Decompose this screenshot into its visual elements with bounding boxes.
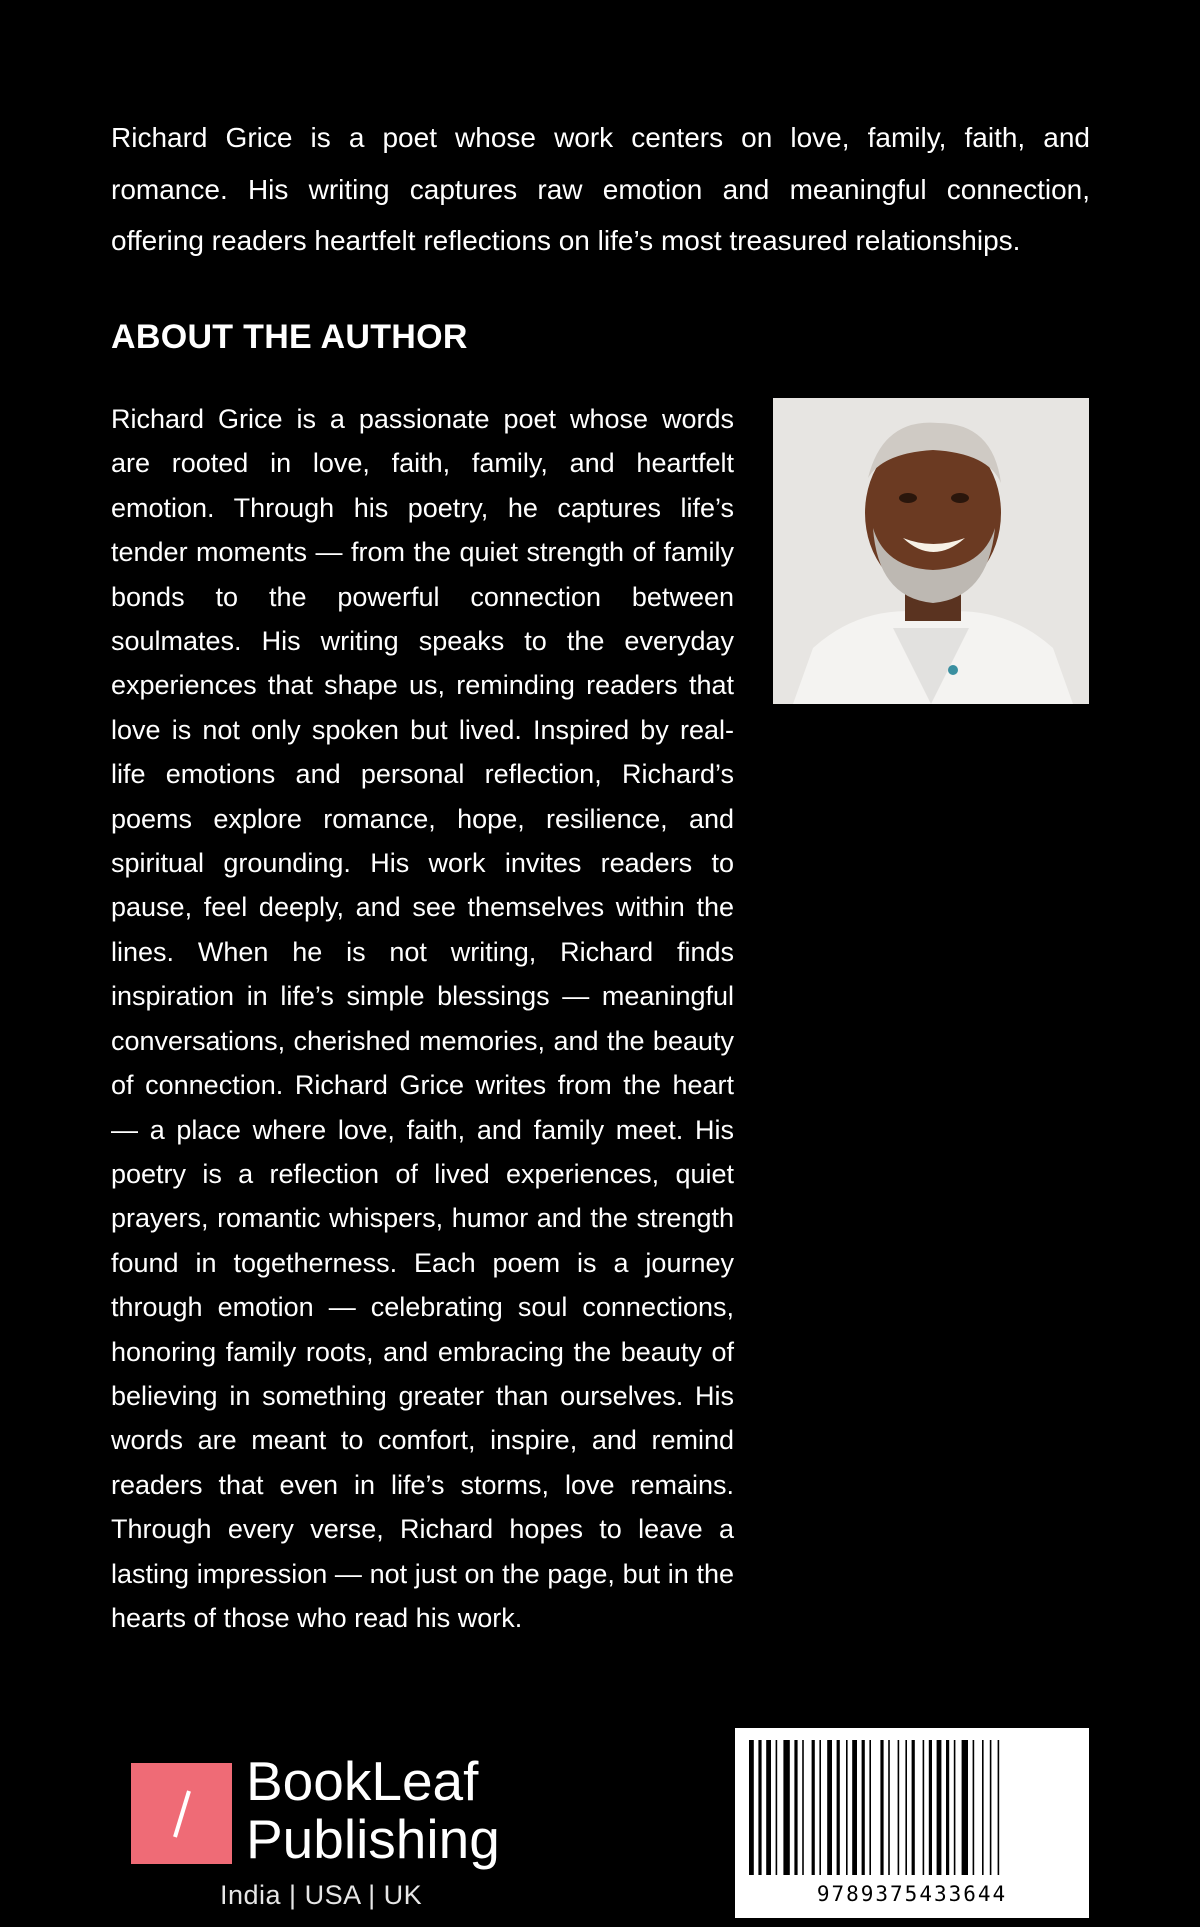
publisher-logo-icon [131, 1763, 232, 1864]
author-bio: Richard Grice is a passionate poet whose words are rooted in love, faith, family, and heartfelt emotion. Through his poetry, he captures life’s tender moments — from the quiet strength of family bonds to the powerful connection between soulmates. His writing speaks to the everyday experiences that shape us, reminding readers that love is not only spoken but lived. Inspired by real-life emotions and personal reflection, Richard’s poems explore romance, hope, resilience, and spiritual grounding. His work invites readers to pause, feel deeply, and see themselves within the lines. When he is not writing, Richard finds inspiration in life’s simple blessings — meaningful conversations, cherished memories, and the beauty of connection. Richard Grice writes from the heart — a place where love, faith, and family meet. His poetry is a reflection of lived experiences, quiet prayers, romantic whispers, humor and the strength found in togetherness. Each poem is a journey through emotion — celebrating soul connections, honoring family roots, and embracing the beauty of believing in something greater than ourselves. His words are meant to comfort, inspire, and remind readers that even in life’s storms, love remains. Through every verse, Richard hopes to leave a lasting impression — not just on the page, but in the hearts of those who read his work. [111, 404, 734, 1633]
barcode-bar [998, 1740, 1000, 1875]
isbn-number: 9789375433644 [816, 1882, 1008, 1906]
barcode-bar [776, 1740, 778, 1875]
barcode-bar [954, 1740, 956, 1875]
barcode-bar [837, 1740, 840, 1875]
barcode-bar [973, 1740, 975, 1875]
barcode-bar [982, 1740, 984, 1875]
barcode-bar [812, 1740, 815, 1875]
barcode-bar [794, 1740, 797, 1875]
barcode-bar [880, 1740, 883, 1875]
cover-blurb: Richard Grice is a poet whose work centers on love, family, faith, and romance. His writing captures raw emotion and meaningful connection, offering readers heartfelt reflections on life’s most treasured relationships. [111, 122, 1090, 256]
barcode-bar [766, 1740, 771, 1875]
barcode-bar [962, 1740, 968, 1875]
publisher-name-line2: Publishing [246, 1808, 500, 1870]
publisher-name [246, 1752, 500, 1868]
barcode-bar [852, 1740, 857, 1875]
barcode-bar [937, 1740, 942, 1875]
barcode-bar [758, 1740, 761, 1875]
barcode-bar [862, 1740, 865, 1875]
publisher-regions: India | USA | UK [220, 1880, 423, 1910]
barcode-bar [846, 1740, 848, 1875]
about-author-heading: ABOUT THE AUTHOR [111, 318, 468, 356]
barcode-bar [827, 1740, 832, 1875]
barcode-bar [905, 1740, 907, 1875]
author-photo [773, 398, 1089, 704]
barcode-bar [990, 1740, 992, 1875]
barcode-bar [946, 1740, 949, 1875]
isbn-barcode [735, 1728, 1089, 1918]
publisher-name-line1: BookLeaf [246, 1750, 479, 1812]
barcode-bar [888, 1740, 890, 1875]
barcode-bar [898, 1740, 900, 1875]
barcode-bar [912, 1740, 915, 1875]
barcode-bar [819, 1740, 821, 1875]
barcode-bar [869, 1740, 871, 1875]
barcode-bar [802, 1740, 804, 1875]
barcode-bar [923, 1740, 925, 1875]
barcode-bar [929, 1740, 932, 1875]
barcode-bar [749, 1740, 754, 1875]
barcode-bar [783, 1740, 789, 1875]
